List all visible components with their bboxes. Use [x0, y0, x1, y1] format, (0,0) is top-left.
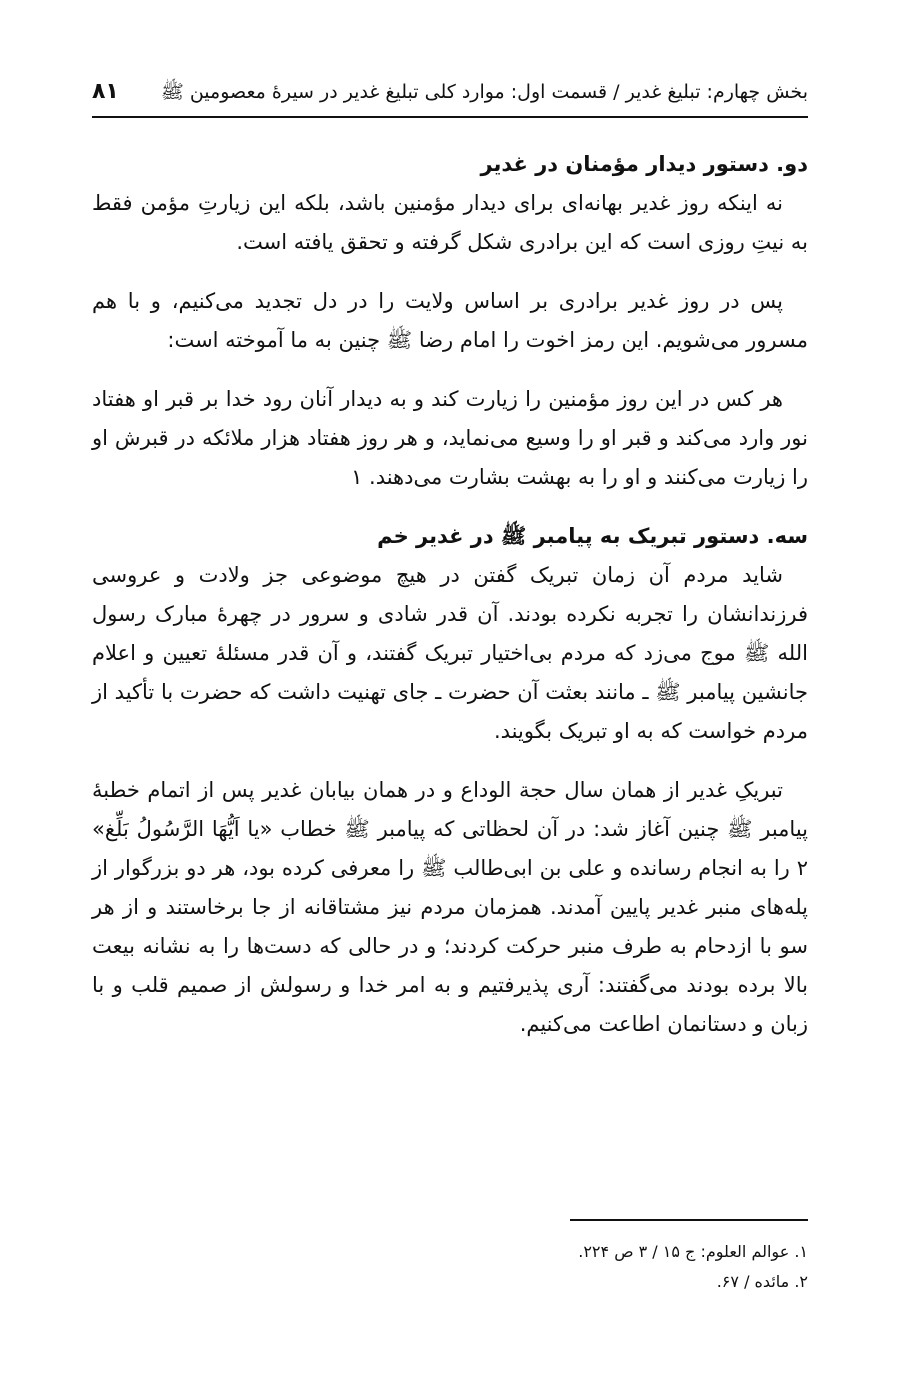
footnote-rule	[570, 1219, 808, 1221]
paragraph-ghadir-congratulation: تبریکِ غدیر از همان سال حجة الوداع و در همان بیابان غدیر پس از اتمام خطبهٔ پیامبر ﷺ چنین آغاز شد: در آن لحظاتی که پیامبر ﷺ خطاب «یا اَیُّهَا الرَّسُولُ بَلِّغ» ۲ را به انجام رسانده و علی بن ابی‌طالب ﷺ را معرفی کرده بود، هر دو بزرگوار از پله‌های منبر غدیر پایین آمدند. همزمان مردم نیز مشتاقانه از جا برخاستند و از هر سو با ازدحام به طرف منبر حرکت کردند؛ و در حالی که دست‌ها را به نشانه بیعت بالا برده بودند می‌گفتند: آری پذیرفتیم و به امر خدا و رسولش از صمیم قلب و با زبان و دستانمان اطاعت می‌کنیم.	[92, 778, 808, 1036]
footnote-2: ۲. مائده / ۶۷.	[716, 1272, 808, 1291]
paragraph-hadith-reward: هر کس در این روز مؤمنین را زیارت کند و به دیدار آنان رود خدا بر قبر او هفتاد نور وارد می‌کند و قبر او را وسیع می‌نماید، و هر روز هفتاد هزار ملائکه در قبرش او را زیارت می‌کنند و او را به بهشت بشارت می‌دهند. ۱	[92, 387, 808, 489]
footnote-1: ۱. عوالم العلوم: ج ۱۵ / ۳ ص ۲۲۴.	[578, 1242, 808, 1261]
paragraph-brotherhood-renewal: پس در روز غدیر برادری بر اساس ولایت را در دل تجدید می‌کنیم، و با هم مسرور می‌شویم. این رمز اخوت را امام رضا ﷺ چنین به ما آموخته است:	[92, 289, 808, 352]
page-number: ۸۱	[92, 79, 119, 104]
paragraph-congratulations-history: شاید مردم آن زمان تبریک گفتن در هیچ موضوعی جز ولادت و عروسی فرزندانشان را تجربه نکرده بودند. آن قدر شادی و سرور در چهرهٔ مبارک رسول الله ﷺ موج می‌زد که مردم بی‌اختیار تبریک گفتند، و آن قدر مسئلهٔ تعیین و اعلام جانشین پیامبر ﷺ ـ مانند بعثت آن حضرت ـ جای تهنیت داشت که حضرت با تأکید از مردم خواست که به او تبریک بگویند.	[92, 563, 808, 743]
running-title: بخش چهارم: تبلیغ غدیر / قسمت اول: موارد کلی تبلیغ غدیر در سیرهٔ معصومین ﷺ	[160, 80, 808, 103]
header-rule	[92, 116, 808, 118]
paragraph-visiting-believers-intro: نه اینکه روز غدیر بهانه‌ای برای دیدار مؤمنین باشد، بلکه این زیارتِ مؤمن فقط به نیتِ روزی است که این برادری شکل گرفته و تحقق یافته است.	[92, 191, 808, 254]
section-title-visiting-believers: دو. دستور دیدار مؤمنان در غدیر	[480, 152, 808, 176]
page-body	[92, 145, 808, 1044]
footnotes	[388, 1237, 808, 1297]
section-title-congratulating-prophet: سه. دستور تبریک به پیامبر ﷺ در غدیر خم	[377, 524, 808, 548]
running-head	[92, 70, 808, 114]
